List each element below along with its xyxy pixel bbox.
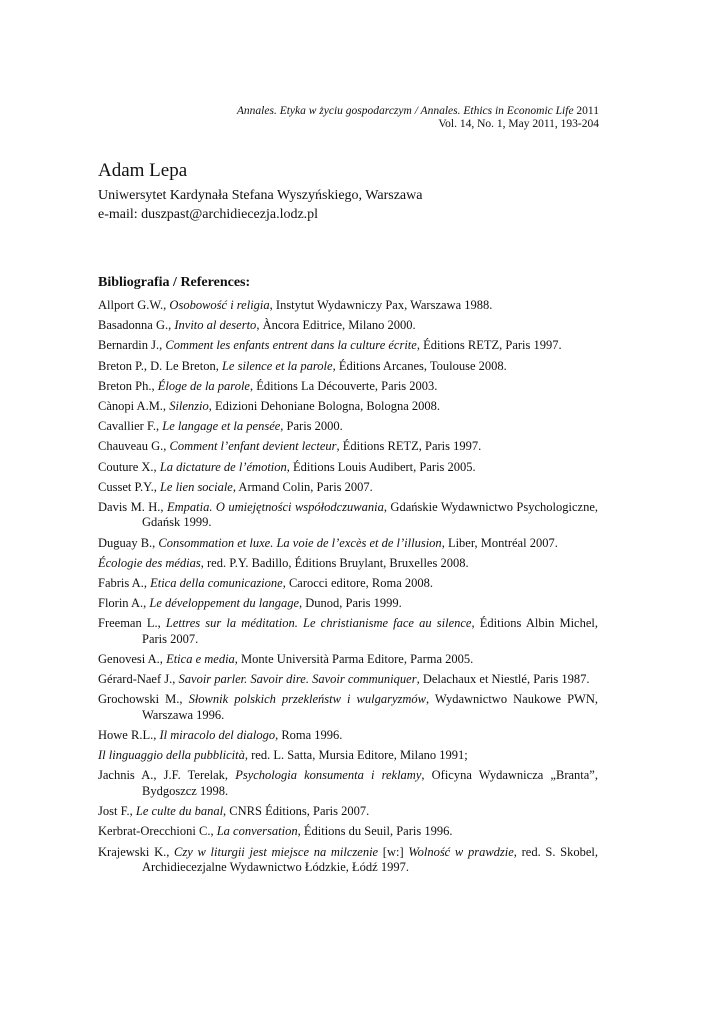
- reference-text: Chauveau G.,: [98, 439, 170, 454]
- reference-text: Cànopi A.M.,: [98, 398, 170, 413]
- reference-text: , Armand Colin, Paris 2007.: [232, 479, 373, 494]
- reference-text: , red. L. Satta, Mursia Editore, Milano 1991;: [244, 748, 468, 763]
- reference-text: Davis M. H.,: [98, 499, 167, 514]
- reference-entry: [98, 419, 598, 435]
- reference-title: Osobowość i religia: [169, 298, 270, 312]
- reference-text: , Liber, Montréal 2007.: [441, 535, 558, 550]
- reference-entry: [98, 804, 598, 820]
- reference-entry: [98, 596, 598, 612]
- reference-entry: [98, 768, 598, 799]
- reference-title: Éloge de la parole: [157, 378, 250, 393]
- reference-entry: [98, 692, 598, 723]
- reference-entry: [98, 824, 598, 840]
- reference-text: Florin A.,: [98, 596, 150, 611]
- reference-text: , Carocci editore, Roma 2008.: [282, 575, 434, 590]
- reference-title: La conversation: [216, 824, 298, 839]
- reference-text: , Delachaux et Niestlé, Paris 1987.: [416, 672, 590, 687]
- reference-entry: [98, 845, 598, 876]
- reference-title: Psychologia konsumenta i reklamy: [235, 768, 422, 783]
- reference-entry: [98, 672, 598, 688]
- reference-text: , Éditions Arcanes, Toulouse 2008.: [332, 358, 507, 373]
- reference-title: Le langage et la pensée: [162, 419, 281, 434]
- reference-text: Breton Ph.,: [98, 378, 158, 393]
- reference-text: , Paris 2000.: [280, 419, 343, 434]
- reference-text: , Roma 1996.: [275, 728, 343, 743]
- reference-title: Silenzio: [169, 398, 209, 413]
- bibliography-heading: Bibliografia / References:: [98, 275, 251, 290]
- reference-text: , Éditions du Seuil, Paris 1996.: [297, 824, 453, 839]
- reference-text: , Oficyna Wydawnicza „Branta”, Bydgoszcz 1998.: [142, 768, 598, 798]
- reference-text: Duguay B.,: [98, 535, 159, 550]
- reference-title: Czy w liturgii jest miejsce na milczenie: [174, 844, 379, 859]
- reference-text: Gérard-Naef J.,: [98, 672, 179, 687]
- reference-entry: [98, 576, 598, 592]
- reference-title: Écologie des médias: [98, 555, 201, 570]
- author-block: [98, 160, 422, 224]
- reference-text: , Wydawnictwo Naukowe PWN, Warszawa 1996.: [142, 692, 598, 722]
- reference-text: , Éditions Louis Audibert, Paris 2005.: [286, 459, 476, 474]
- reference-title: Invito al deserto: [174, 318, 257, 333]
- reference-entry: [98, 338, 598, 354]
- reference-text: , CNRS Éditions, Paris 2007.: [223, 804, 370, 819]
- reference-title: Il linguaggio della pubblicità: [98, 748, 245, 763]
- reference-entry: [98, 652, 598, 668]
- reference-title: Wolność w prawdzie: [408, 844, 514, 859]
- reference-title: Etica e media: [166, 652, 235, 666]
- journal-volume: Vol. 14, No. 1, May 2011, 193-204: [438, 118, 599, 130]
- author-name: Adam Lepa: [98, 160, 188, 181]
- reference-text: , red. P.Y. Badillo, Éditions Bruylant, Bruxelles 2008.: [200, 555, 469, 570]
- reference-entry: [98, 616, 598, 647]
- journal-header: [237, 105, 599, 131]
- reference-text: Breton P., D. Le Breton,: [98, 358, 222, 373]
- reference-title: Le silence et la parole: [221, 358, 333, 373]
- reference-title: Empatia. O umiejętności współodczuwania: [166, 499, 384, 514]
- reference-text: , Dunod, Paris 1999.: [299, 596, 402, 611]
- reference-title: Savoir parler. Savoir dire. Savoir communiquer: [178, 672, 417, 687]
- reference-text: , Edizioni Dehoniane Bologna, Bologna 2008.: [208, 398, 440, 413]
- reference-entry: [98, 500, 598, 531]
- reference-title: Słownik polskich przekleństw i wulgaryzmów: [188, 692, 426, 707]
- reference-text: , Éditions Albin Michel, Paris 2007.: [142, 616, 598, 646]
- reference-text: , Instytut Wydawniczy Pax, Warszawa 1988.: [269, 298, 493, 312]
- reference-list: [98, 298, 598, 880]
- reference-text: Jachnis A., J.F. Terelak,: [98, 768, 236, 783]
- author-affiliation: Uniwersytet Kardynała Stefana Wyszyńskiego, Warszawa: [98, 188, 423, 203]
- reference-entry: [98, 480, 598, 496]
- reference-entry: [98, 379, 598, 395]
- author-email: e-mail: duszpast@archidiecezja.lodz.pl: [98, 207, 319, 222]
- reference-text: Allport G.W.,: [98, 298, 170, 312]
- reference-text: Jost F.,: [98, 804, 136, 819]
- reference-title: Lettres sur la méditation. Le christianisme face au silence: [165, 616, 472, 631]
- reference-entry: [98, 318, 598, 334]
- reference-text: , Monte Università Parma Editore, Parma 2005.: [234, 652, 474, 666]
- reference-entry: [98, 536, 598, 552]
- reference-text: Cusset P.Y.,: [98, 479, 160, 494]
- reference-text: Howe R.L.,: [98, 728, 160, 743]
- reference-text: , red. S. Skobel, Archidiecezjalne Wydawnictwo Łódzkie, Łódź 1997.: [142, 844, 599, 874]
- reference-text: Basadonna G.,: [98, 318, 175, 333]
- reference-text: Freeman L.,: [98, 616, 166, 631]
- reference-entry: [98, 748, 598, 764]
- reference-text: , Éditions La Découverte, Paris 2003.: [249, 378, 438, 393]
- reference-text: Krajewski K.,: [98, 844, 175, 859]
- reference-text: , Àncora Editrice, Milano 2000.: [256, 318, 416, 333]
- reference-entry: [98, 439, 598, 455]
- reference-text: Bernardin J.,: [98, 338, 166, 353]
- reference-entry: [98, 460, 598, 476]
- reference-entry: [98, 556, 598, 572]
- reference-title: Le développement du langage: [149, 596, 300, 611]
- journal-title: Annales. Etyka w życiu gospodarczym / Annales. Ethics in Economic Life: [236, 105, 574, 117]
- journal-year: 2011: [576, 105, 599, 117]
- reference-entry: [98, 399, 598, 415]
- reference-entry: [98, 359, 598, 375]
- reference-text: Cavallier F.,: [98, 419, 163, 434]
- reference-title: Comment l’enfant devient lecteur: [169, 439, 337, 454]
- reference-title: Il miracolo del dialogo: [159, 728, 276, 743]
- reference-title: Comment les enfants entrent dans la culture écrite: [165, 338, 417, 353]
- reference-text: Genovesi A.,: [98, 652, 167, 666]
- reference-text: Couture X.,: [98, 459, 160, 474]
- journal-line: [237, 105, 599, 118]
- reference-text: , Éditions RETZ, Paris 1997.: [336, 439, 482, 454]
- reference-title: Consommation et luxe. La voie de l’excès et de l’illusion: [158, 535, 442, 550]
- reference-title: Le culte du banal: [135, 804, 224, 819]
- reference-text: Grochowski M.,: [98, 692, 189, 707]
- reference-text: , Gdańskie Wydawnictwo Psychologiczne, Gdańsk 1999.: [142, 499, 598, 530]
- reference-text: Fabris A.,: [98, 575, 151, 590]
- reference-text: , Éditions RETZ, Paris 1997.: [416, 338, 562, 353]
- reference-text: [w:]: [378, 844, 409, 859]
- reference-entry: [98, 728, 598, 744]
- reference-entry: [98, 298, 598, 314]
- reference-title: Etica della comunicazione: [150, 575, 283, 590]
- reference-title: Le lien sociale: [159, 479, 233, 494]
- reference-title: La dictature de l’émotion: [159, 459, 287, 474]
- reference-text: Kerbrat-Orecchioni C.,: [98, 824, 217, 839]
